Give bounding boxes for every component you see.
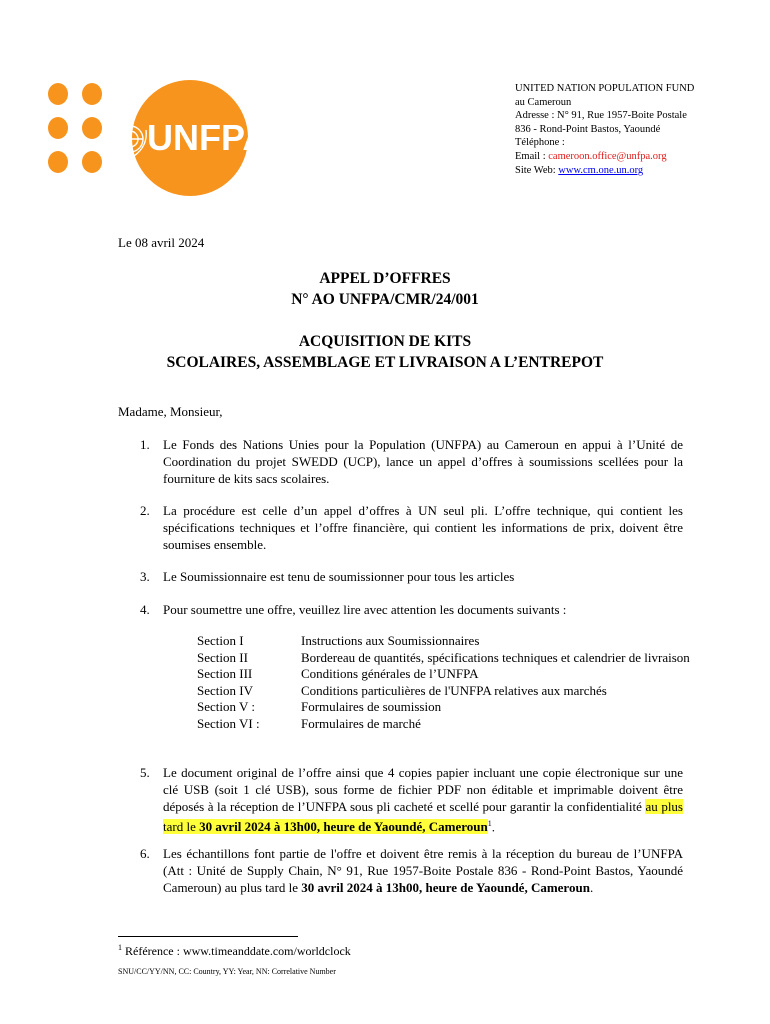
deadline-date: 30 avril 2024 à 13h00, heure de Yaoundé, Cameroun	[301, 880, 590, 895]
item-text	[163, 845, 683, 896]
item-number: 4.	[140, 602, 150, 617]
deadline-date: 30 avril 2024 à 13h00, heure de Yaoundé, Cameroun	[199, 819, 488, 835]
svg-text:UNFPA: UNFPA	[147, 117, 269, 158]
item-text	[163, 764, 683, 835]
item-number: 6.	[140, 846, 150, 861]
deadline-prefix: au plus tard le	[163, 799, 683, 835]
footnote-ref: 1	[487, 819, 492, 828]
tender-title	[0, 268, 770, 310]
email-label: Email :	[515, 150, 546, 162]
item-number: 3.	[140, 569, 150, 584]
address-line: Adresse : N° 91, Rue 1957-Boite Postale	[515, 110, 687, 122]
title-line-2: N° AO UNFPA/CMR/24/001	[291, 291, 479, 308]
section-name: Section I	[197, 633, 244, 648]
footnote-divider	[118, 936, 298, 937]
address-line-2: 836 - Rond-Point Bastos, Yaoundé	[515, 123, 661, 135]
address-block	[515, 82, 760, 177]
letter-date: Le 08 avril 2024	[118, 235, 205, 250]
section-name: Section VI :	[197, 715, 260, 731]
sections-list	[197, 633, 699, 732]
section-desc: Bordereau de quantités, spécifications techniques et calendrier de livraison	[301, 649, 690, 665]
org-name: UNITED NATION POPULATION FUND	[515, 83, 695, 94]
email-row	[515, 150, 760, 164]
section-name: Section III	[197, 666, 253, 681]
web-label: Site Web:	[515, 164, 556, 176]
subtitle-line-1: ACQUISITION DE KITS	[298, 333, 472, 350]
subtitle-line-2: SCOLAIRES, ASSEMBLAGE ET LIVRAISON A L’ENTREPOT	[166, 354, 604, 371]
item-number: 1.	[140, 437, 150, 452]
salutation: Madame, Monsieur,	[118, 404, 223, 419]
title-line-1: APPEL D’OFFRES	[319, 270, 451, 287]
item-text: Pour soumettre une offre, veuillez lire avec attention les documents suivants :	[163, 602, 567, 617]
item-text-end: .	[491, 819, 496, 835]
item-text: La procédure est celle d’un appel d’offres à UN seul pli. L’offre technique, qui contient les spécifications techniques et l’offre financière, qui contient les informations de prix, doivent être soumises ensemble.	[163, 503, 683, 552]
section-desc: Conditions générales de l’UNFPA	[301, 666, 479, 681]
web-row	[515, 164, 760, 178]
org-sub: au Cameroun	[515, 96, 572, 108]
section-desc: Formulaires de soumission	[301, 699, 442, 714]
item-text: Le Soumissionnaire est tenu de soumissionner pour tous les articles	[163, 569, 515, 584]
section-row	[197, 683, 699, 700]
item-text-main: Les échantillons font partie de l'offre et doivent être remis à la réception du bureau de l’UNFPA (Att : Unité de Supply Chain, N° 91, Rue 1957-Boite Postale 836 - Rond-Point Bastos, Yaoundé Cameroun) au plus tard le	[163, 846, 683, 895]
section-row	[197, 650, 699, 667]
section-name: Section V :	[197, 699, 256, 714]
section-row	[197, 666, 699, 683]
section-row	[197, 633, 699, 650]
section-row	[197, 716, 699, 733]
section-desc: Formulaires de marché	[301, 715, 421, 731]
footnote-text: Référence : www.timeanddate.com/worldclock	[122, 944, 351, 958]
item-text: Le Fonds des Nations Unies pour la Population (UNFPA) au Cameroun en appui à l’Unité de Coordination du projet SWEDD (UCP), lance un appel d’offres à soumissions scellées pour la fourniture de kits sacs scolaires.	[163, 437, 683, 486]
item-number: 2.	[140, 503, 150, 518]
email-link[interactable]: cameroon.office@unfpa.org	[548, 150, 667, 162]
phone-label: Téléphone :	[515, 137, 565, 149]
footnote	[118, 943, 351, 959]
section-name: Section II	[197, 649, 248, 665]
item-text-main: Le document original de l’offre ainsi que 4 copies papier incluant une copie électronique sur une clé USB (soit 1 clé USB), sous forme de fichier PDF non éditable et imprimable doivent être déposés à la réception de l’UNFPA sous pli cacheté et scellé pour garantir la confidentialité	[163, 765, 683, 814]
website-link[interactable]: www.cm.one.un.org	[558, 164, 644, 176]
tender-subtitle	[0, 331, 770, 373]
section-row	[197, 699, 699, 716]
section-desc: Conditions particulières de l'UNFPA relatives aux marchés	[301, 682, 607, 698]
section-desc: Instructions aux Soumissionnaires	[301, 633, 480, 648]
unfpa-logo	[42, 80, 269, 198]
footnote-mark: 1	[118, 943, 122, 952]
footer-code: SNU/CC/YY/NN, CC: Country, YY: Year, NN: Correlative Number	[118, 967, 336, 976]
item-text-end: .	[589, 880, 594, 895]
item-number: 5.	[140, 765, 150, 780]
section-name: Section IV	[197, 682, 253, 698]
